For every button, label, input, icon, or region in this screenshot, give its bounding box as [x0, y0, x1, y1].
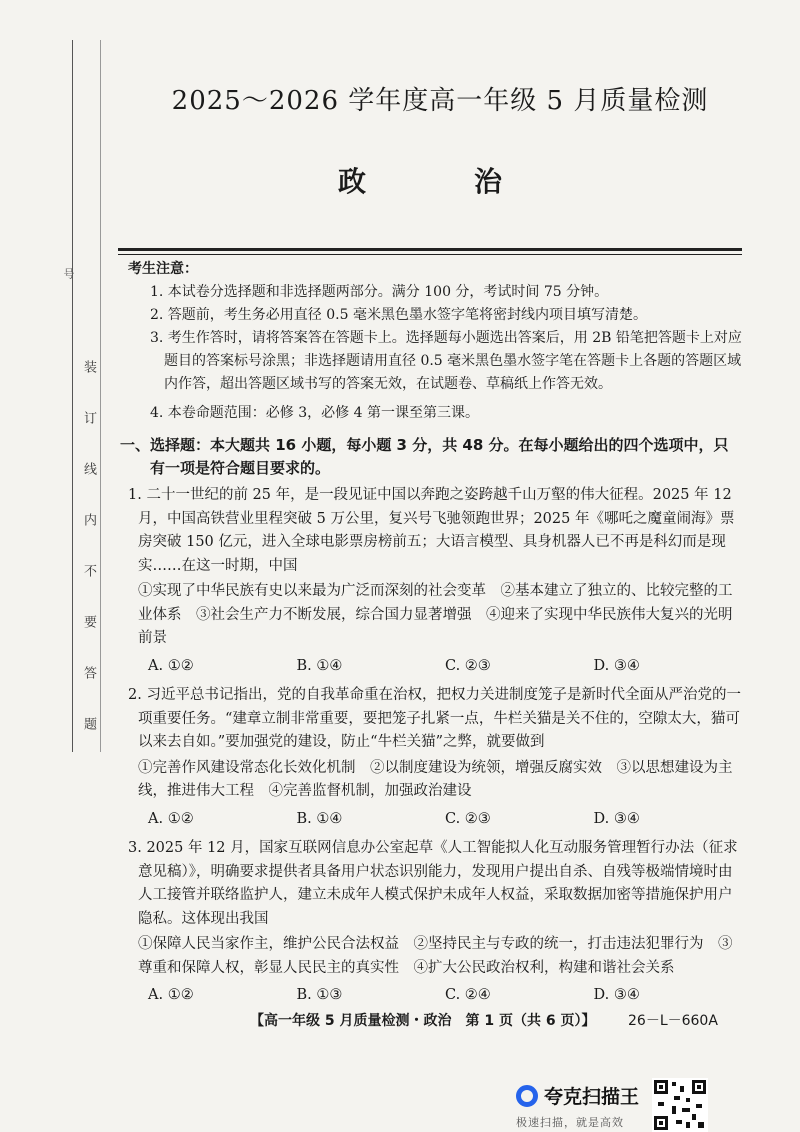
header-rule-thick — [118, 248, 742, 251]
option-c: C. ②③ — [445, 657, 491, 674]
question-statements: ①完善作风建设常态化长效化机制 ②以制度建设为统领，增强反腐实效 ③以思想建设为主线，推进伟大工程 ④完善监督机制，加强政治建设 — [138, 759, 733, 799]
option-b: B. ①④ — [296, 810, 343, 827]
question-options — [148, 808, 742, 832]
header-rule-thin — [118, 254, 742, 255]
question-statements: ①保障人民当家作主，维护公民合法权益 ②坚持民主与专政的统一，打击违法犯罪行为 ③尊重和保障人权，彰显人民民主的真实性 ④扩大公民政治权利，构建和谐社会关系 — [138, 936, 733, 976]
option-b: B. ①③ — [296, 987, 343, 1003]
binding-warning: 装订线内不要答题 — [81, 360, 96, 768]
question-2 — [128, 684, 742, 831]
scanner-brand: 夸克扫描王 — [544, 1086, 640, 1108]
notice-item: 4. 本卷命题范围：必修 3，必修 4 第一课至第三课。 — [150, 405, 479, 421]
margin-number-label: 号 — [62, 268, 75, 279]
exam-code: 26－L－660A — [628, 1013, 718, 1029]
page-footer: 【高一年级 5 月质量检测・政治 第 1 页（共 6 页）】 — [250, 1013, 596, 1029]
question-stem: 2. 习近平总书记指出，党的自我革命重在治权，把权力关进制度笼子是新时代全面从严治党的一项重要任务。“建章立制非常重要，要把笼子扎紧一点，牛栏关猫是关不住的，空隙太大，猫可以来去自如。”要加强党的建设，防止“牛栏关猫”之弊，就要做到 — [128, 687, 741, 750]
question-1 — [128, 484, 742, 678]
scanner-slogan: 极速扫描，就是高效 — [516, 1116, 624, 1129]
question-options — [148, 984, 742, 1008]
question-options — [148, 655, 742, 679]
option-a: A. ①② — [148, 810, 194, 827]
notice-block — [128, 258, 742, 425]
exam-title: 2025～2026 学年度高一年级 5 月质量检测 — [171, 86, 709, 116]
option-c: C. ②③ — [445, 810, 491, 827]
qr-code-icon — [652, 1078, 708, 1132]
scanner-logo-icon — [516, 1085, 538, 1107]
notice-item: 3. 考生作答时，请将答案答在答题卡上。选择题每小题选出答案后，用 2B 铅笔把答题卡上对应题目的答案标号涂黑；非选择题请用直径 0.5 毫米黑色墨水签字笔在答题卡上各题的答题区域内作答，超出答题区域书写的答案无效，在试题卷、草稿纸上作答无效。 — [150, 330, 742, 392]
notice-item: 1. 本试卷分选择题和非选择题两部分。满分 100 分，考试时间 75 分钟。 — [150, 284, 609, 300]
notice-item: 2. 答题前，考生务必用直径 0.5 毫米黑色墨水签字笔将密封线内项目填写清楚。 — [150, 307, 647, 323]
question-stem: 1. 二十一世纪的前 25 年，是一段见证中国以奔跑之姿跨越千山万壑的伟大征程。2025 年 12 月，中国高铁营业里程突破 5 万公里，复兴号飞驰领跑世界；2025 年《哪吒之魔童闹海》票房突破 150 亿元，进入全球电影票房榜前五；大语言模型、具身机器人已不再是科幻而是现实……在这一时期，中国 — [128, 487, 735, 574]
binding-line — [72, 40, 73, 752]
scanner-watermark — [516, 1082, 639, 1109]
question-3 — [128, 837, 742, 1008]
question-statements: ①实现了中华民族有史以来最为广泛而深刻的社会变革 ②基本建立了独立的、比较完整的工业体系 ③社会生产力不断发展，综合国力显著增强 ④迎来了实现中华民族伟大复兴的光明前景 — [138, 583, 733, 646]
option-c: C. ②④ — [445, 987, 491, 1003]
option-d: D. ③④ — [593, 810, 640, 827]
binding-line-inner — [100, 40, 101, 752]
option-d: D. ③④ — [593, 657, 640, 674]
notice-heading: 考生注意： — [128, 261, 198, 277]
option-d: D. ③④ — [593, 987, 640, 1003]
option-b: B. ①④ — [296, 657, 343, 674]
option-a: A. ①② — [148, 987, 194, 1003]
question-stem: 3. 2025 年 12 月，国家互联网信息办公室起草《人工智能拟人化互动服务管理暂行办法（征求意见稿）》，明确要求提供者具备用户状态识别能力，发现用户提出自杀、自残等极端情境时由人工接管并联络监护人，建立未成年人模式保护未成年人权益，采取数据加密等措施保护用户隐私。这体现出我国 — [128, 840, 738, 927]
section-heading: 一、选择题：本大题共 16 小题，每小题 3 分，共 48 分。在每小题给出的四个选项中，只有一项是符合题目要求的。 — [120, 436, 729, 477]
option-a: A. ①② — [148, 657, 194, 674]
exam-subject: 政 治 — [337, 165, 542, 198]
question-list — [128, 484, 742, 1014]
